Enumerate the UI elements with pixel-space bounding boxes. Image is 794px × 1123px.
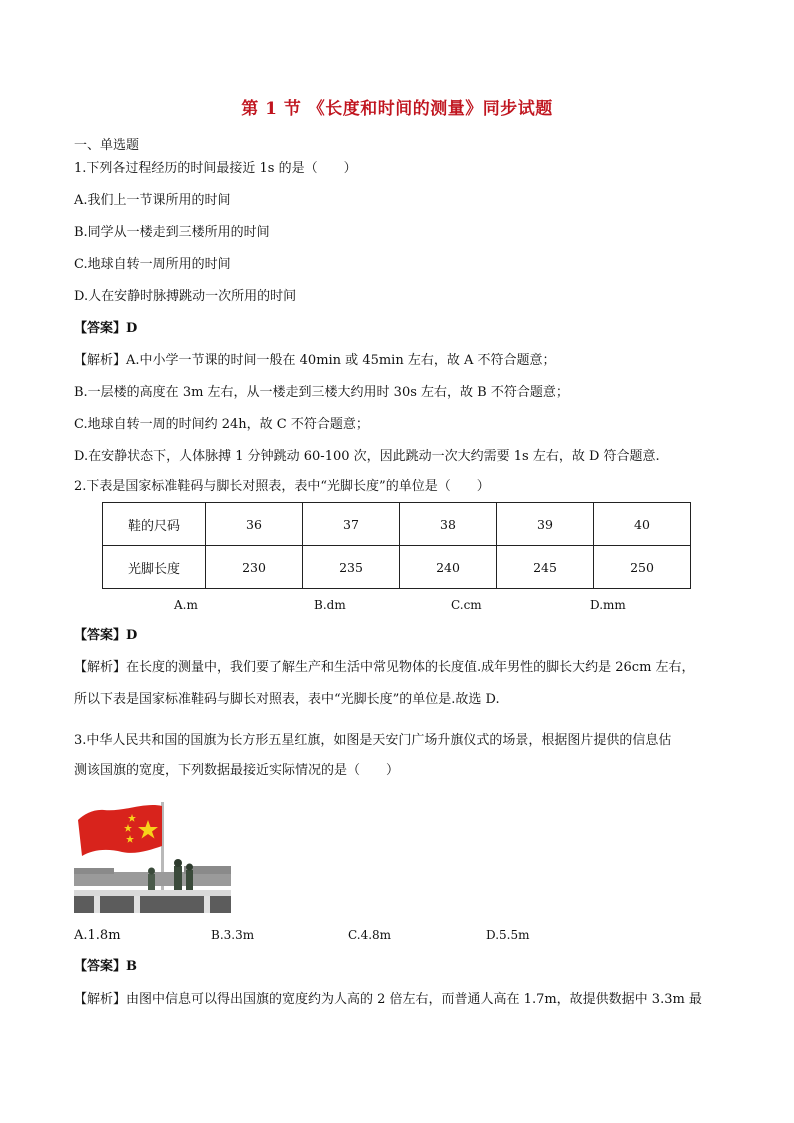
table-cell: 250 bbox=[594, 546, 691, 589]
q1-answer: 【答案】D bbox=[74, 321, 138, 336]
table-row bbox=[103, 503, 691, 546]
table-cell: 40 bbox=[594, 503, 691, 546]
q1-analysis-2: B.一层楼的高度在 3m 左右，从一楼走到三楼大约用时 30s 左右，故 B 不符合题意； bbox=[74, 385, 569, 400]
q3-option-a: A.1.8m bbox=[74, 928, 121, 943]
table-cell: 245 bbox=[497, 546, 594, 589]
q2-option-b: B.dm bbox=[314, 598, 346, 612]
q3-stem-1: 3.中华人民共和国的国旗为长方形五星红旗，如图是天安门广场升旗仪式的场景，根据图片提供的信息估 bbox=[74, 733, 672, 748]
table-row bbox=[103, 546, 691, 589]
q3-stem-2: 测该国旗的宽度，下列数据最接近实际情况的是（ ） bbox=[74, 763, 400, 778]
q2-answer: 【答案】D bbox=[74, 628, 138, 643]
q1-analysis-4: D.在安静状态下，人体脉搏 1 分钟跳动 60-100 次，因此跳动一次大约需要 1s 左右，故 D 符合题意. bbox=[74, 449, 660, 464]
q2-analysis-1: 【解析】在长度的测量中，我们要了解生产和生活中常见物体的长度值.成年男性的脚长大约是 26cm 左右， bbox=[74, 660, 695, 675]
q1-option-c: C.地球自转一周所用的时间 bbox=[74, 257, 231, 272]
table-row-label: 鞋的尺码 bbox=[103, 503, 206, 546]
q3-answer: 【答案】B bbox=[74, 959, 137, 974]
table-cell: 36 bbox=[206, 503, 303, 546]
flag-raising-photo bbox=[74, 800, 231, 913]
table-row-label: 光脚长度 bbox=[103, 546, 206, 589]
q3-analysis-1: 【解析】由图中信息可以得出国旗的宽度约为人高的 2 倍左右，而普通人高在 1.7m，故提供数据中 3.3m 最 bbox=[74, 992, 702, 1007]
table-cell: 240 bbox=[400, 546, 497, 589]
q3-option-b: B.3.3m bbox=[211, 928, 255, 942]
q1-option-a: A.我们上一节课所用的时间 bbox=[74, 193, 231, 208]
q1-analysis-3: C.地球自转一周的时间约 24h，故 C 不符合题意； bbox=[74, 417, 369, 432]
q3-option-c: C.4.8m bbox=[348, 928, 392, 942]
page-title: 第 1 节 《长度和时间的测量》同步试题 bbox=[241, 99, 553, 119]
q1-option-b: B.同学从一楼走到三楼所用的时间 bbox=[74, 225, 270, 240]
table-cell: 37 bbox=[303, 503, 400, 546]
q3-option-d: D.5.5m bbox=[486, 928, 530, 942]
table-cell: 38 bbox=[400, 503, 497, 546]
q2-stem: 2.下表是国家标准鞋码与脚长对照表，表中“光脚长度”的单位是（ ） bbox=[74, 479, 490, 494]
q2-analysis-2: 所以下表是国家标准鞋码与脚长对照表，表中“光脚长度”的单位是.故选 D. bbox=[74, 692, 500, 707]
q2-option-d: D.mm bbox=[590, 598, 626, 612]
table-cell: 39 bbox=[497, 503, 594, 546]
section-heading: 一、单选题 bbox=[74, 138, 140, 153]
q1-analysis-1: 【解析】A.中小学一节课的时间一般在 40min 或 45min 左右，故 A 不符合题意； bbox=[74, 353, 556, 368]
q2-option-c: C.cm bbox=[451, 598, 482, 612]
table-cell: 235 bbox=[303, 546, 400, 589]
q1-stem: 1.下列各过程经历的时间最接近 1s 的是（ ） bbox=[74, 161, 357, 176]
table-cell: 230 bbox=[206, 546, 303, 589]
q2-option-a: A.m bbox=[174, 598, 198, 612]
flag-raising-illustration bbox=[74, 800, 231, 913]
shoe-size-table bbox=[102, 502, 691, 589]
q1-option-d: D.人在安静时脉搏跳动一次所用的时间 bbox=[74, 289, 297, 304]
